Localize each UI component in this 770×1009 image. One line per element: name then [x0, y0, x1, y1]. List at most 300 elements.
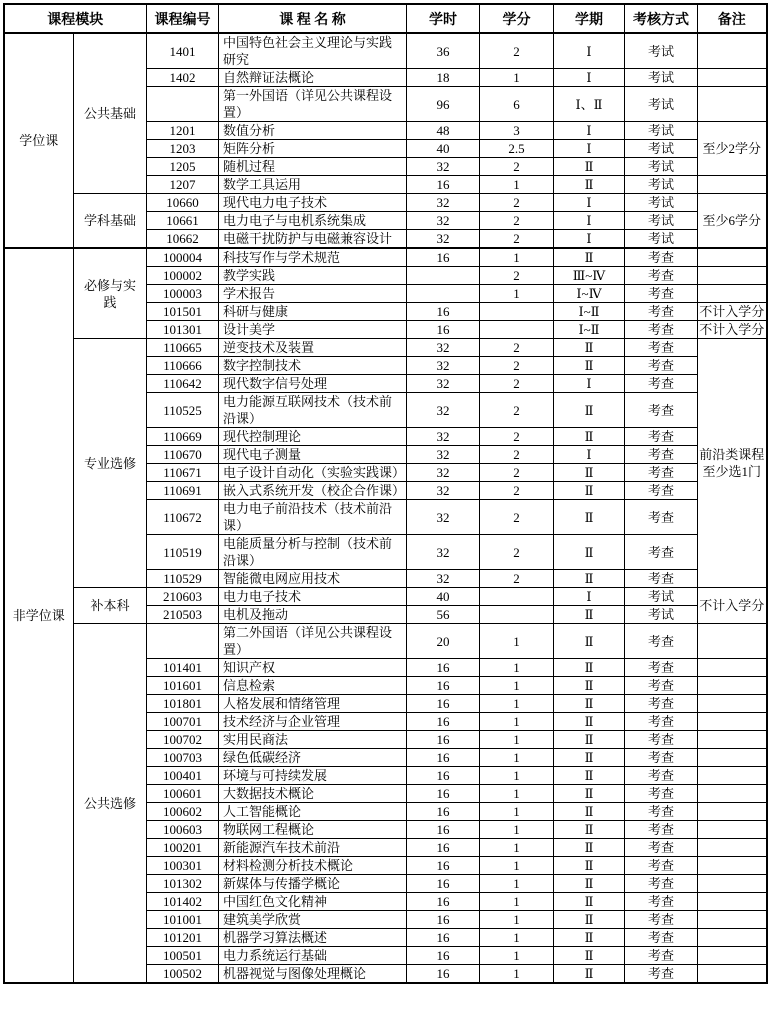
- course-code-cell: 110529: [147, 570, 219, 588]
- hours-cell: 40: [407, 588, 480, 606]
- remark-cell: [698, 713, 767, 731]
- hours-cell: 16: [407, 767, 480, 785]
- course-name-cell: 随机过程: [219, 158, 407, 176]
- course-table-body: [4, 33, 767, 983]
- course-code-cell: 110665: [147, 339, 219, 357]
- credits-cell: 2: [480, 230, 554, 249]
- course-name-cell: 电力电子与电机系统集成: [219, 212, 407, 230]
- credits-cell: 1: [480, 677, 554, 695]
- course-code-cell: 100701: [147, 713, 219, 731]
- course-name-cell: 物联网工程概论: [219, 821, 407, 839]
- course-name-cell: 学术报告: [219, 285, 407, 303]
- semester-cell: Ⅱ: [554, 482, 625, 500]
- course-code-cell: 110525: [147, 393, 219, 428]
- hours-cell: 16: [407, 893, 480, 911]
- course-name-cell: 科技写作与学术规范: [219, 248, 407, 267]
- semester-cell: Ⅱ: [554, 821, 625, 839]
- assess-cell: 考查: [625, 695, 698, 713]
- assess-cell: 考查: [625, 767, 698, 785]
- semester-cell: Ⅰ: [554, 140, 625, 158]
- course-name-cell: 智能微电网应用技术: [219, 570, 407, 588]
- credits-cell: [480, 588, 554, 606]
- course-code-cell: 110691: [147, 482, 219, 500]
- semester-cell: Ⅰ: [554, 33, 625, 69]
- course-code-cell: 110666: [147, 357, 219, 375]
- credits-cell: 2: [480, 339, 554, 357]
- course-name-cell: 自然辩证法概论: [219, 69, 407, 87]
- hours-cell: 32: [407, 194, 480, 212]
- hours-cell: 48: [407, 122, 480, 140]
- semester-cell: Ⅱ: [554, 606, 625, 624]
- assess-cell: 考查: [625, 929, 698, 947]
- course-name-cell: 第一外国语（详见公共课程设置）: [219, 87, 407, 122]
- header-hours: 学时: [407, 4, 480, 33]
- hours-cell: 32: [407, 535, 480, 570]
- remark-cell: 不计入学分: [698, 321, 767, 339]
- remark-cell: [698, 839, 767, 857]
- module-cell: 非学位课: [4, 248, 74, 983]
- hours-cell: 16: [407, 821, 480, 839]
- remark-cell: [698, 677, 767, 695]
- credits-cell: 2: [480, 570, 554, 588]
- assess-cell: 考查: [625, 947, 698, 965]
- hours-cell: 96: [407, 87, 480, 122]
- header-row: [4, 4, 767, 33]
- course-name-cell: 电力能源互联网技术（技术前沿课）: [219, 393, 407, 428]
- semester-cell: Ⅰ: [554, 122, 625, 140]
- remark-cell: 前沿类课程至少选1门: [698, 339, 767, 588]
- remark-cell: [698, 803, 767, 821]
- remark-cell: [698, 947, 767, 965]
- credits-cell: 3: [480, 122, 554, 140]
- credits-cell: 1: [480, 713, 554, 731]
- hours-cell: 32: [407, 375, 480, 393]
- table-row: [4, 588, 767, 606]
- assess-cell: 考查: [625, 659, 698, 677]
- semester-cell: Ⅱ: [554, 677, 625, 695]
- remark-cell: [698, 821, 767, 839]
- hours-cell: 16: [407, 176, 480, 194]
- semester-cell: Ⅱ: [554, 911, 625, 929]
- semester-cell: Ⅲ~Ⅳ: [554, 267, 625, 285]
- hours-cell: 32: [407, 446, 480, 464]
- assess-cell: 考试: [625, 122, 698, 140]
- course-name-cell: 数值分析: [219, 122, 407, 140]
- semester-cell: Ⅱ: [554, 248, 625, 267]
- hours-cell: 16: [407, 695, 480, 713]
- remark-cell: [698, 695, 767, 713]
- remark-cell: [698, 749, 767, 767]
- assess-cell: 考查: [625, 482, 698, 500]
- remark-cell: [698, 875, 767, 893]
- table-row: [4, 339, 767, 357]
- semester-cell: Ⅱ: [554, 767, 625, 785]
- semester-cell: Ⅰ~Ⅳ: [554, 285, 625, 303]
- remark-cell: [698, 767, 767, 785]
- remark-cell: [698, 731, 767, 749]
- course-name-cell: 大数据技术概论: [219, 785, 407, 803]
- remark-cell: [698, 857, 767, 875]
- course-name-cell: 嵌入式系统开发（校企合作课）: [219, 482, 407, 500]
- hours-cell: [407, 285, 480, 303]
- semester-cell: Ⅱ: [554, 659, 625, 677]
- assess-cell: 考试: [625, 33, 698, 69]
- remark-cell: [698, 69, 767, 87]
- course-code-cell: 100401: [147, 767, 219, 785]
- semester-cell: Ⅰ: [554, 446, 625, 464]
- course-name-cell: 第二外国语（详见公共课程设置）: [219, 624, 407, 659]
- table-row: [4, 33, 767, 69]
- assess-cell: 考查: [625, 339, 698, 357]
- hours-cell: 36: [407, 33, 480, 69]
- hours-cell: [407, 267, 480, 285]
- remark-cell: [698, 267, 767, 285]
- hours-cell: 32: [407, 500, 480, 535]
- course-code-cell: 1205: [147, 158, 219, 176]
- semester-cell: Ⅰ: [554, 212, 625, 230]
- header-remark: 备注: [698, 4, 767, 33]
- credits-cell: 2: [480, 194, 554, 212]
- course-name-cell: 矩阵分析: [219, 140, 407, 158]
- hours-cell: 16: [407, 947, 480, 965]
- hours-cell: 16: [407, 749, 480, 767]
- semester-cell: Ⅱ: [554, 464, 625, 482]
- course-name-cell: 电力电子技术: [219, 588, 407, 606]
- course-code-cell: 10660: [147, 194, 219, 212]
- remark-cell: 不计入学分: [698, 303, 767, 321]
- submodule-cell: 必修与实践: [74, 248, 147, 339]
- course-code-cell: 101201: [147, 929, 219, 947]
- assess-cell: 考试: [625, 69, 698, 87]
- course-table: [3, 3, 768, 984]
- credits-cell: 1: [480, 965, 554, 984]
- credits-cell: 2: [480, 357, 554, 375]
- assess-cell: 考查: [625, 785, 698, 803]
- assess-cell: 考试: [625, 230, 698, 249]
- submodule-cell: 公共选修: [74, 624, 147, 984]
- course-name-cell: 现代控制理论: [219, 428, 407, 446]
- assess-cell: 考查: [625, 803, 698, 821]
- credits-cell: 1: [480, 947, 554, 965]
- course-code-cell: 110669: [147, 428, 219, 446]
- assess-cell: 考查: [625, 535, 698, 570]
- course-name-cell: 数学工具运用: [219, 176, 407, 194]
- credits-cell: 2: [480, 267, 554, 285]
- course-code-cell: [147, 87, 219, 122]
- semester-cell: Ⅱ: [554, 929, 625, 947]
- credits-cell: 1: [480, 857, 554, 875]
- course-code-cell: 1402: [147, 69, 219, 87]
- credits-cell: 1: [480, 785, 554, 803]
- credits-cell: 2: [480, 393, 554, 428]
- credits-cell: 2: [480, 535, 554, 570]
- credits-cell: 2.5: [480, 140, 554, 158]
- course-name-cell: 中国特色社会主义理论与实践研究: [219, 33, 407, 69]
- hours-cell: 32: [407, 339, 480, 357]
- semester-cell: Ⅱ: [554, 535, 625, 570]
- course-code-cell: 101402: [147, 893, 219, 911]
- credits-cell: [480, 303, 554, 321]
- credits-cell: 2: [480, 428, 554, 446]
- course-name-cell: 建筑美学欣赏: [219, 911, 407, 929]
- course-code-cell: 100702: [147, 731, 219, 749]
- assess-cell: 考查: [625, 248, 698, 267]
- course-code-cell: 10661: [147, 212, 219, 230]
- credits-cell: 1: [480, 929, 554, 947]
- credits-cell: 1: [480, 893, 554, 911]
- course-name-cell: 中国红色文化精神: [219, 893, 407, 911]
- hours-cell: 16: [407, 731, 480, 749]
- credits-cell: 2: [480, 375, 554, 393]
- semester-cell: Ⅱ: [554, 695, 625, 713]
- hours-cell: 16: [407, 321, 480, 339]
- assess-cell: 考查: [625, 500, 698, 535]
- credits-cell: 1: [480, 176, 554, 194]
- assess-cell: 考查: [625, 839, 698, 857]
- credits-cell: 2: [480, 212, 554, 230]
- course-name-cell: 数字控制技术: [219, 357, 407, 375]
- course-name-cell: 电机及拖动: [219, 606, 407, 624]
- course-name-cell: 知识产权: [219, 659, 407, 677]
- course-code-cell: 110671: [147, 464, 219, 482]
- credits-cell: 1: [480, 285, 554, 303]
- assess-cell: 考查: [625, 677, 698, 695]
- assess-cell: 考查: [625, 285, 698, 303]
- remark-cell: 至少6学分: [698, 194, 767, 249]
- course-code-cell: 100201: [147, 839, 219, 857]
- course-name-cell: 逆变技术及装置: [219, 339, 407, 357]
- course-code-cell: 101001: [147, 911, 219, 929]
- course-name-cell: 人工智能概论: [219, 803, 407, 821]
- credits-cell: 2: [480, 464, 554, 482]
- remark-cell: [698, 965, 767, 984]
- semester-cell: Ⅰ: [554, 375, 625, 393]
- course-code-cell: 110519: [147, 535, 219, 570]
- credits-cell: 1: [480, 69, 554, 87]
- credits-cell: 2: [480, 446, 554, 464]
- course-name-cell: 电力系统运行基础: [219, 947, 407, 965]
- course-name-cell: 人格发展和情绪管理: [219, 695, 407, 713]
- remark-cell: [698, 911, 767, 929]
- semester-cell: Ⅱ: [554, 947, 625, 965]
- remark-cell: [698, 33, 767, 69]
- course-code-cell: 100501: [147, 947, 219, 965]
- semester-cell: Ⅰ: [554, 69, 625, 87]
- semester-cell: Ⅰ: [554, 588, 625, 606]
- course-name-cell: 现代数字信号处理: [219, 375, 407, 393]
- remark-cell: [698, 929, 767, 947]
- hours-cell: 32: [407, 393, 480, 428]
- semester-cell: Ⅱ: [554, 428, 625, 446]
- semester-cell: Ⅱ: [554, 393, 625, 428]
- semester-cell: Ⅱ: [554, 158, 625, 176]
- course-code-cell: 210503: [147, 606, 219, 624]
- assess-cell: 考试: [625, 212, 698, 230]
- assess-cell: 考查: [625, 428, 698, 446]
- semester-cell: Ⅱ: [554, 965, 625, 984]
- hours-cell: 16: [407, 803, 480, 821]
- remark-cell: 不计入学分: [698, 588, 767, 624]
- semester-cell: Ⅱ: [554, 713, 625, 731]
- hours-cell: 32: [407, 428, 480, 446]
- course-code-cell: 110642: [147, 375, 219, 393]
- hours-cell: 32: [407, 230, 480, 249]
- assess-cell: 考查: [625, 713, 698, 731]
- assess-cell: 考查: [625, 875, 698, 893]
- credits-cell: 1: [480, 659, 554, 677]
- semester-cell: Ⅱ: [554, 857, 625, 875]
- course-code-cell: 101801: [147, 695, 219, 713]
- credits-cell: 1: [480, 731, 554, 749]
- course-name-cell: 现代电力电子技术: [219, 194, 407, 212]
- assess-cell: 考查: [625, 570, 698, 588]
- course-code-cell: 100603: [147, 821, 219, 839]
- header-semester: 学期: [554, 4, 625, 33]
- hours-cell: 16: [407, 929, 480, 947]
- course-code-cell: 1201: [147, 122, 219, 140]
- credits-cell: 1: [480, 803, 554, 821]
- header-course-code: 课程编号: [147, 4, 219, 33]
- course-code-cell: 100003: [147, 285, 219, 303]
- credits-cell: 1: [480, 624, 554, 659]
- assess-cell: 考试: [625, 176, 698, 194]
- assess-cell: 考试: [625, 194, 698, 212]
- assess-cell: 考试: [625, 140, 698, 158]
- course-code-cell: 100703: [147, 749, 219, 767]
- hours-cell: 16: [407, 839, 480, 857]
- assess-cell: 考查: [625, 267, 698, 285]
- assess-cell: 考试: [625, 588, 698, 606]
- table-row: [4, 624, 767, 659]
- hours-cell: 40: [407, 140, 480, 158]
- table-row: [4, 248, 767, 267]
- credits-cell: 1: [480, 911, 554, 929]
- header-course-module: 课程模块: [4, 4, 147, 33]
- course-code-cell: 1207: [147, 176, 219, 194]
- course-code-cell: 100004: [147, 248, 219, 267]
- assess-cell: 考查: [625, 821, 698, 839]
- table-row: [4, 194, 767, 212]
- submodule-cell: 专业选修: [74, 339, 147, 588]
- credits-cell: [480, 606, 554, 624]
- assess-cell: 考查: [625, 303, 698, 321]
- remark-cell: [698, 87, 767, 122]
- semester-cell: Ⅰ: [554, 194, 625, 212]
- course-code-cell: 101501: [147, 303, 219, 321]
- course-code-cell: 100601: [147, 785, 219, 803]
- header-course-name: 课 程 名 称: [219, 4, 407, 33]
- course-name-cell: 机器学习算法概述: [219, 929, 407, 947]
- credits-cell: 6: [480, 87, 554, 122]
- course-name-cell: 环境与可持续发展: [219, 767, 407, 785]
- semester-cell: Ⅱ: [554, 893, 625, 911]
- course-name-cell: 教学实践: [219, 267, 407, 285]
- assess-cell: 考试: [625, 606, 698, 624]
- hours-cell: 18: [407, 69, 480, 87]
- remark-cell: [698, 785, 767, 803]
- hours-cell: 32: [407, 570, 480, 588]
- course-name-cell: 科研与健康: [219, 303, 407, 321]
- course-name-cell: 电能质量分析与控制（技术前沿课）: [219, 535, 407, 570]
- hours-cell: 32: [407, 357, 480, 375]
- hours-cell: 16: [407, 303, 480, 321]
- course-code-cell: 100301: [147, 857, 219, 875]
- header-credits: 学分: [480, 4, 554, 33]
- assess-cell: 考查: [625, 731, 698, 749]
- course-code-cell: 110672: [147, 500, 219, 535]
- course-name-cell: 材料检测分析技术概论: [219, 857, 407, 875]
- module-cell: 学位课: [4, 33, 74, 248]
- semester-cell: Ⅱ: [554, 357, 625, 375]
- credits-cell: [480, 321, 554, 339]
- hours-cell: 16: [407, 785, 480, 803]
- assess-cell: 考查: [625, 965, 698, 984]
- course-name-cell: 技术经济与企业管理: [219, 713, 407, 731]
- submodule-cell: 补本科: [74, 588, 147, 624]
- semester-cell: Ⅱ: [554, 500, 625, 535]
- course-code-cell: 101301: [147, 321, 219, 339]
- course-code-cell: 101401: [147, 659, 219, 677]
- assess-cell: 考试: [625, 158, 698, 176]
- hours-cell: 32: [407, 464, 480, 482]
- course-code-cell: 101302: [147, 875, 219, 893]
- hours-cell: 32: [407, 482, 480, 500]
- assess-cell: 考查: [625, 624, 698, 659]
- credits-cell: 2: [480, 33, 554, 69]
- hours-cell: 16: [407, 911, 480, 929]
- remark-cell: [698, 893, 767, 911]
- remark-cell: [698, 176, 767, 194]
- course-name-cell: 电力电子前沿技术（技术前沿课）: [219, 500, 407, 535]
- assess-cell: 考查: [625, 857, 698, 875]
- credits-cell: 1: [480, 749, 554, 767]
- credits-cell: 1: [480, 839, 554, 857]
- course-code-cell: 210603: [147, 588, 219, 606]
- credits-cell: 2: [480, 500, 554, 535]
- course-name-cell: 信息检索: [219, 677, 407, 695]
- course-name-cell: 绿色低碳经济: [219, 749, 407, 767]
- assess-cell: 考查: [625, 375, 698, 393]
- course-code-cell: 110670: [147, 446, 219, 464]
- submodule-cell: 学科基础: [74, 194, 147, 249]
- hours-cell: 32: [407, 158, 480, 176]
- remark-cell: [698, 285, 767, 303]
- semester-cell: Ⅱ: [554, 839, 625, 857]
- course-name-cell: 机器视觉与图像处理概论: [219, 965, 407, 984]
- hours-cell: 16: [407, 857, 480, 875]
- semester-cell: Ⅰ~Ⅱ: [554, 303, 625, 321]
- header-assess-method: 考核方式: [625, 4, 698, 33]
- semester-cell: Ⅰ: [554, 230, 625, 249]
- course-code-cell: 10662: [147, 230, 219, 249]
- course-code-cell: [147, 624, 219, 659]
- credits-cell: 1: [480, 695, 554, 713]
- semester-cell: Ⅱ: [554, 785, 625, 803]
- hours-cell: 20: [407, 624, 480, 659]
- assess-cell: 考查: [625, 357, 698, 375]
- course-name-cell: 现代电子测量: [219, 446, 407, 464]
- assess-cell: 考试: [625, 87, 698, 122]
- credits-cell: 1: [480, 821, 554, 839]
- semester-cell: Ⅱ: [554, 731, 625, 749]
- credits-cell: 2: [480, 482, 554, 500]
- hours-cell: 56: [407, 606, 480, 624]
- hours-cell: 16: [407, 659, 480, 677]
- semester-cell: Ⅱ: [554, 176, 625, 194]
- semester-cell: Ⅱ: [554, 570, 625, 588]
- course-name-cell: 新媒体与传播学概论: [219, 875, 407, 893]
- credits-cell: 1: [480, 875, 554, 893]
